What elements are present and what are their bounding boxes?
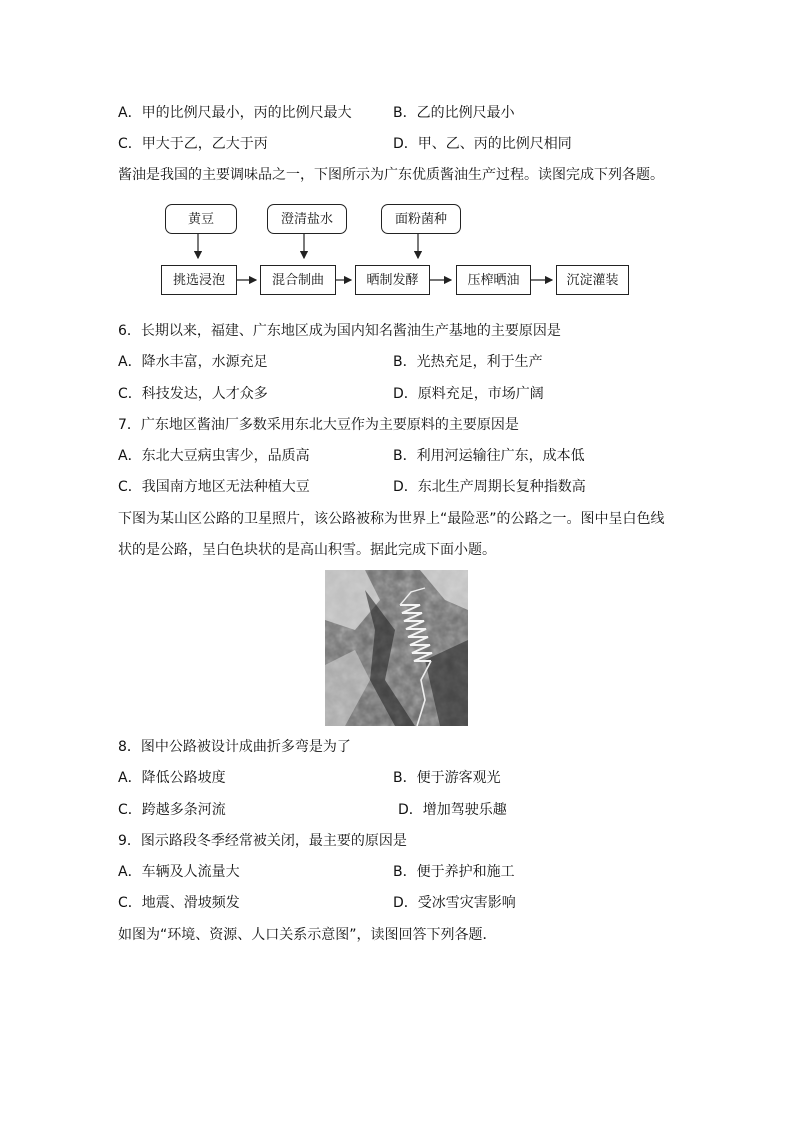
q6-option-c: C．科技发达，人才众多 [118, 386, 268, 402]
q9-option-b: B．便于养护和施工 [393, 864, 515, 880]
q8-option-d: D．增加驾驶乐趣 [398, 802, 507, 818]
q9-option-d: D．受冰雪灾害影响 [393, 895, 516, 911]
q7-option-a: A．东北大豆病虫害少，品质高 [118, 448, 310, 464]
mountain-road-image [325, 570, 468, 726]
env-intro: 如图为“环境、资源、人口关系示意图”，读图回答下列各题． [118, 927, 497, 943]
flow-step-mix: 混合制曲 [260, 265, 336, 295]
soy-intro: 酱油是我国的主要调味品之一，下图所示为广东优质酱油生产过程。读图完成下列各题。 [118, 167, 664, 183]
q9-option-c: C．地震、滑坡频发 [118, 895, 240, 911]
q5-option-d: D．甲、乙、丙的比例尺相同 [393, 136, 572, 152]
q6-option-a: A．降水丰富，水源充足 [118, 354, 268, 370]
q6-stem: 6．长期以来，福建、广东地区成为国内知名酱油生产基地的主要原因是 [118, 323, 561, 339]
flow-input-brine: 澄清盐水 [267, 204, 347, 234]
q7-option-c: C．我国南方地区无法种植大豆 [118, 479, 310, 495]
q8-stem: 8．图中公路被设计成曲折多弯是为了 [118, 739, 351, 755]
flow-step-soak: 挑选浸泡 [161, 265, 237, 295]
q7-stem: 7．广东地区酱油厂多数采用东北大豆作为主要原料的主要原因是 [118, 417, 519, 433]
flow-input-soybean: 黄豆 [165, 204, 237, 234]
q9-option-a: A．车辆及人流量大 [118, 864, 240, 880]
q7-option-b: B．利用河运输往广东，成本低 [393, 448, 585, 464]
q9-stem: 9．图示路段冬季经常被关闭，最主要的原因是 [118, 833, 407, 849]
q8-option-b: B．便于游客观光 [393, 770, 501, 786]
q5-option-c: C．甲大于乙，乙大于丙 [118, 136, 268, 152]
satellite-road-photo [325, 570, 468, 726]
q6-option-d: D．原料充足，市场广阔 [393, 386, 544, 402]
road-intro-line2: 状的是公路，呈白色块状的是高山积雪。据此完成下面小题。 [118, 542, 496, 558]
flow-input-flour-culture: 面粉菌种 [381, 204, 461, 234]
q5-option-b: B．乙的比例尺最小 [393, 105, 515, 121]
q5-option-a: A．甲的比例尺最小，丙的比例尺最大 [118, 105, 352, 121]
flow-step-bottle: 沉淀灌装 [556, 265, 629, 295]
q7-option-d: D．东北生产周期长复种指数高 [393, 479, 586, 495]
q6-option-b: B．光热充足，利于生产 [393, 354, 543, 370]
q8-option-a: A．降低公路坡度 [118, 770, 226, 786]
flow-step-ferment: 晒制发酵 [355, 265, 430, 295]
flow-step-press: 压榨晒油 [456, 265, 531, 295]
q8-option-c: C．跨越多条河流 [118, 802, 226, 818]
road-intro-line1: 下图为某山区公路的卫星照片，该公路被称为世界上“最险恶”的公路之一。图中呈白色线 [118, 511, 665, 527]
